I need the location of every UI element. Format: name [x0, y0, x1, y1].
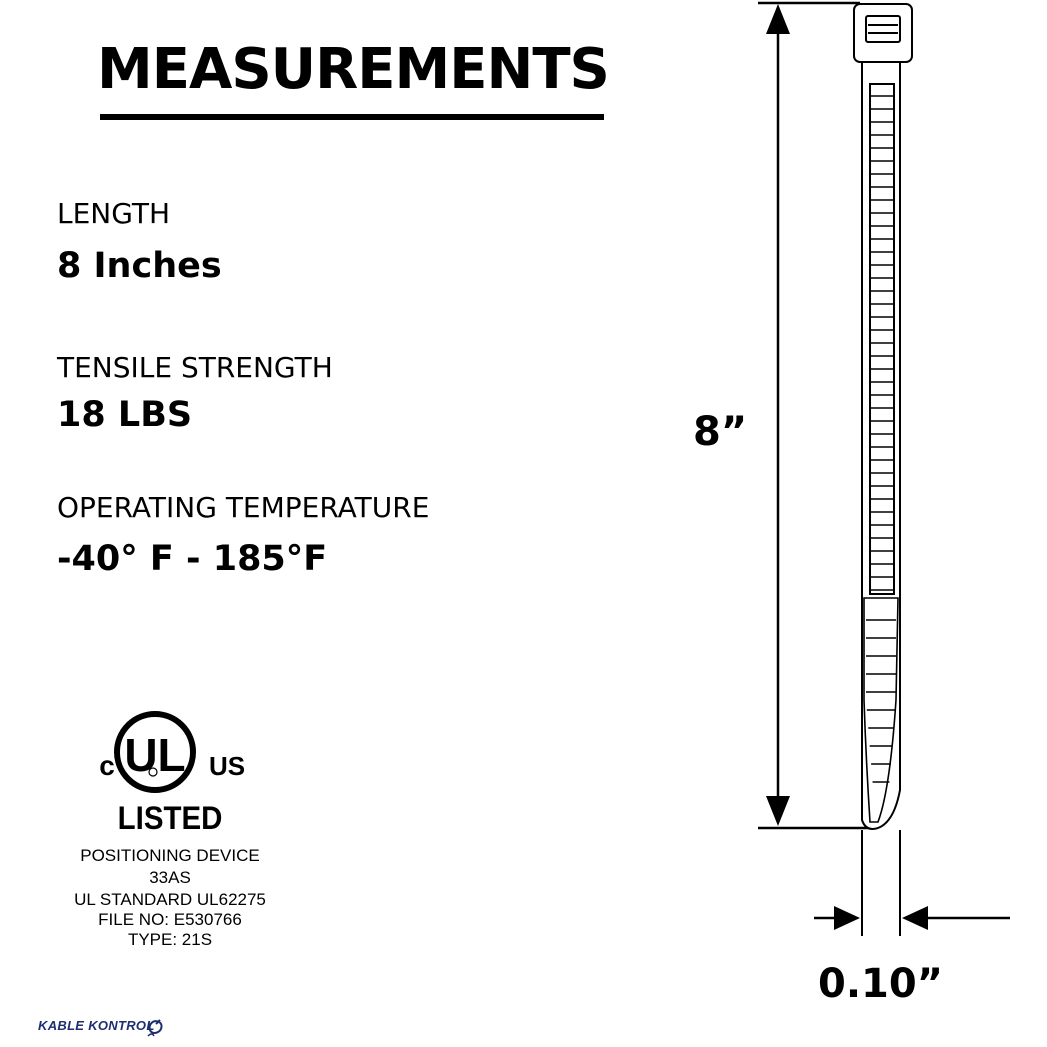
spec-value-tensile-strength: 18 LBS [57, 395, 193, 435]
spec-label-tensile-strength: TENSILE STRENGTH [57, 351, 333, 384]
cable-tie-icon [854, 4, 912, 829]
page-title: MEASUREMENTS [97, 37, 609, 102]
ul-line-4: FILE NO: E530766 [98, 910, 242, 929]
ul-line-3: UL STANDARD UL62275 [74, 890, 266, 909]
ul-logo-c: c [99, 750, 115, 781]
ul-line-1: POSITIONING DEVICE [80, 846, 260, 865]
length-dimension-line [758, 3, 870, 828]
ul-logo-us: US [208, 751, 246, 781]
arrow-left-icon [902, 906, 928, 930]
ul-logo-center: UL [124, 729, 186, 781]
spec-label-operating-temperature: OPERATING TEMPERATURE [57, 491, 430, 524]
spec-value-operating-temperature: -40° F - 185°F [57, 539, 328, 579]
arrow-up-icon [766, 4, 790, 34]
ul-listed-label: LISTED [117, 800, 223, 836]
arrow-right-icon [834, 906, 860, 930]
width-dimension-label: 0.10” [818, 961, 943, 1007]
brand-logo-text: KABLE KONTROL [38, 1018, 155, 1033]
plug-icon [146, 1016, 166, 1038]
spec-value-length: 8 Inches [57, 246, 222, 286]
length-dimension-label: 8” [693, 409, 748, 455]
arrow-down-icon [766, 796, 790, 826]
ul-line-5: TYPE: 21S [127, 930, 213, 949]
width-dimension-line [814, 830, 1010, 936]
spec-label-length: LENGTH [57, 197, 171, 230]
ul-line-2: 33AS [149, 868, 191, 887]
